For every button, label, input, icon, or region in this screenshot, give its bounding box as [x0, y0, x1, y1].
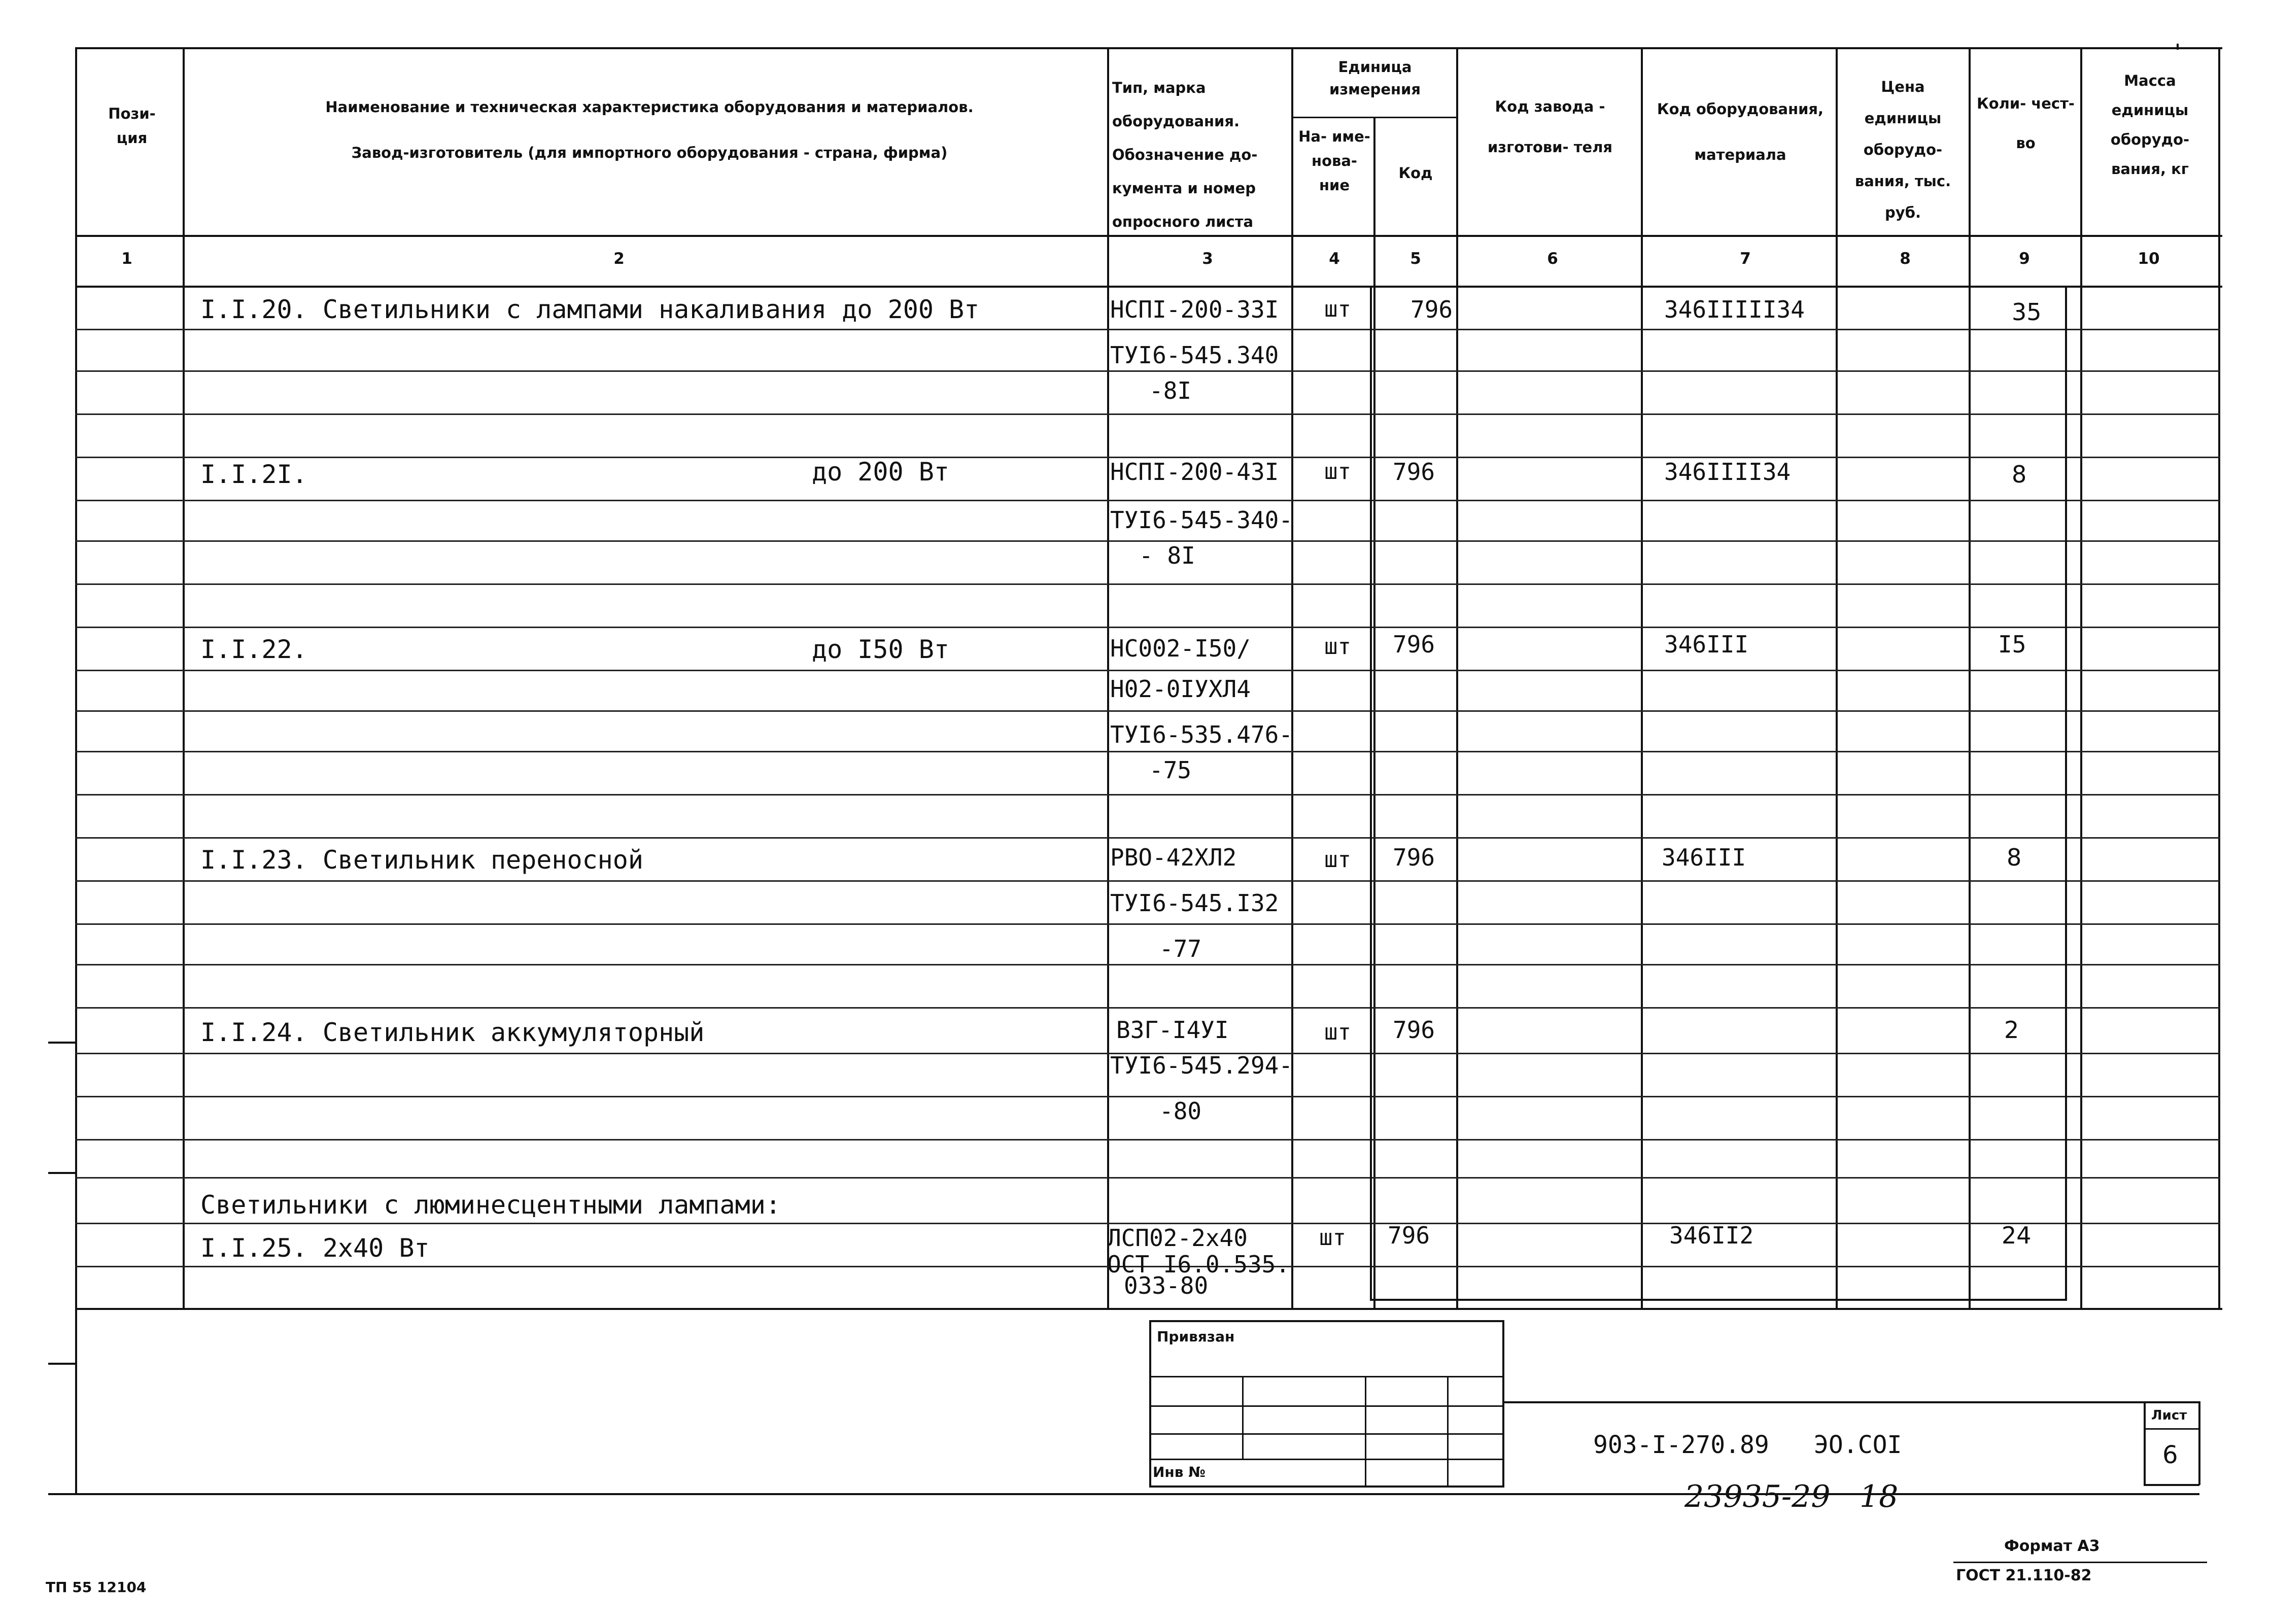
stamp-box [1149, 1320, 1504, 1488]
row-name: I.I.22. [200, 635, 307, 664]
row-type-line: -80 [1159, 1097, 1202, 1125]
row-unit-code: 796 [1393, 844, 1435, 871]
row-rule [75, 837, 2220, 839]
colnum-5: 5 [1410, 250, 1421, 268]
unit-group-line [1291, 117, 1458, 118]
row-rule [75, 1177, 2220, 1179]
stamp-line [1149, 1376, 1504, 1377]
row-qty: 35 [2012, 298, 2042, 326]
stamp-vline [1242, 1376, 1244, 1460]
side-mark [48, 1363, 76, 1365]
row-type-line: РВО-42ХЛ2 [1110, 844, 1237, 871]
row-qty: 2 [2004, 1016, 2019, 1044]
handwritten-number: 23935-29 [1684, 1479, 1831, 1514]
row-rule [75, 329, 2220, 330]
header-unit-group: Единица измерения [1329, 58, 1421, 98]
row-name: I.I.20. Светильники с лампами накаливания до 200 Вт [200, 295, 980, 324]
header-col10: Масса единицы оборудо- вания, кг [2110, 72, 2190, 178]
col-sep-2 [1107, 47, 1109, 1309]
row-code: 346II2 [1669, 1222, 1754, 1249]
row-code: 346III [1662, 844, 1746, 871]
stamp-line [1149, 1405, 1504, 1407]
frame-left [75, 47, 77, 1494]
row-rule [75, 500, 2220, 501]
row-qty: I5 [1998, 631, 2026, 658]
col-sep-9 [2080, 47, 2082, 1309]
row-type-line: - 8I [1139, 542, 1195, 569]
row-rule [75, 751, 2220, 752]
inner-border-bottom [1370, 1299, 2067, 1301]
col-sep-4 [1373, 117, 1375, 1309]
row-unit: шт [1324, 1019, 1351, 1045]
row-type-line: ТУI6-545.294- [1110, 1052, 1293, 1079]
gost-label: ГОСТ 21.110-82 [1956, 1567, 2092, 1584]
row-rule [75, 627, 2220, 628]
header-col8: Цена единицы оборудо- вания, тыс. руб. [1854, 78, 1951, 221]
row-type-line: ЛСП02-2х40 [1107, 1224, 1248, 1252]
list-box-line [2144, 1428, 2199, 1430]
table-bottom-line [75, 1308, 2222, 1310]
colnum-7: 7 [1740, 250, 1751, 268]
corner-mark [2177, 44, 2179, 50]
inner-border-left [1370, 287, 1372, 1300]
colnum-2: 2 [613, 250, 625, 268]
header-col6: Код завода - изготови- теля [1487, 98, 1613, 156]
row-name: I.I.25. 2х40 Вт [200, 1233, 430, 1263]
row-unit: шт [1324, 296, 1351, 322]
header-col3: Тип, марка оборудования. Обозначение до- кумента и номер опросного листа [1112, 79, 1258, 230]
header-col2-line2: Завод-изготовитель (для импортного оборудования - страна, фирма) [351, 144, 948, 161]
list-box-bottom [2144, 1484, 2199, 1486]
row-code: 346IIIII34 [1664, 296, 1805, 323]
row-name-right: до 200 Вт [812, 457, 949, 487]
colnum-8: 8 [1900, 250, 1911, 268]
row-type-line: Н02-0IУХЛ4 [1110, 675, 1251, 703]
header-col5: Код [1398, 164, 1433, 182]
colnum-9: 9 [2019, 250, 2030, 268]
row-rule [75, 794, 2220, 796]
frame-right [2218, 47, 2220, 1309]
col-sep-8 [1969, 47, 1971, 1309]
row-rule [75, 670, 2220, 671]
colnum-6: 6 [1547, 250, 1558, 268]
col-sep-3 [1291, 47, 1293, 1309]
row-rule [75, 413, 2220, 415]
list-label: Лист [2151, 1408, 2187, 1423]
handwritten-number-2: 18 [1860, 1479, 1899, 1514]
tp-label: ТП 55 12104 [46, 1579, 147, 1596]
row-type-line: ТУI6-545.I32 [1110, 889, 1279, 917]
row-type-line: -77 [1159, 935, 1202, 962]
row-type-line: -8I [1149, 377, 1192, 404]
row-rule [75, 1007, 2220, 1009]
header-col1: Пози- ция [108, 105, 156, 147]
row-unit: шт [1324, 847, 1351, 873]
list-box-left [2144, 1401, 2146, 1485]
row-name: I.I.23. Светильник переносной [200, 845, 643, 875]
colnum-1: 1 [121, 250, 132, 268]
format-label: Формат А3 [2004, 1537, 2100, 1555]
titleblock-top [1504, 1401, 2199, 1403]
row-rule [75, 923, 2220, 925]
side-mark [48, 1172, 76, 1174]
row-qty: 24 [2002, 1222, 2032, 1249]
row-type-line: НСПI-200-43I [1110, 458, 1279, 486]
row-rule [75, 880, 2220, 882]
row-unit-code: 796 [1393, 631, 1435, 658]
stamp-line [1149, 1459, 1504, 1460]
inner-border-right [2065, 287, 2067, 1300]
stamp-privyazan: Привязан [1157, 1328, 1235, 1345]
doc-code: 903-I-270.89 [1593, 1431, 1769, 1459]
colnum-10: 10 [2138, 250, 2160, 268]
row-name: I.I.24. Светильник аккумуляторный [200, 1018, 705, 1047]
row-unit-code: 796 [1388, 1222, 1430, 1249]
row-type-line: НСПI-200-33I [1110, 296, 1279, 323]
col-sep-1 [183, 47, 185, 1309]
row-unit: шт [1324, 459, 1351, 485]
colnum-3: 3 [1202, 250, 1213, 268]
row-type-line: ВЗГ-I4УI [1116, 1016, 1229, 1044]
footer-line [1953, 1562, 2207, 1563]
colnum-4: 4 [1329, 250, 1340, 268]
col-sep-6 [1641, 47, 1643, 1309]
row-unit: шт [1319, 1225, 1346, 1251]
row-unit-code: 796 [1393, 1016, 1435, 1044]
row-type-line: НС002-I50/ [1110, 635, 1251, 662]
col-sep-7 [1836, 47, 1838, 1309]
row-type-line: 033-80 [1124, 1272, 1209, 1299]
row-rule [75, 370, 2220, 372]
side-mark [48, 1042, 76, 1044]
row-unit-code: 796 [1410, 296, 1453, 323]
row-rule [75, 1096, 2220, 1097]
stamp-vline [1447, 1376, 1449, 1488]
col-sep-5 [1456, 47, 1458, 1309]
row-rule [75, 1139, 2220, 1141]
row-type-line: ТУI6-535.476- [1110, 721, 1293, 748]
row-unit: шт [1324, 634, 1351, 660]
row-name: I.I.2I. [200, 460, 307, 489]
row-type-line: ТУI6-545.340 [1110, 341, 1279, 369]
stamp-inv: Инв № [1153, 1464, 1206, 1480]
row-type-line: -75 [1149, 756, 1192, 784]
row-rule [75, 583, 2220, 585]
list-number: 6 [2162, 1441, 2178, 1469]
row-type-line: ОСТ I6.0.535. [1107, 1251, 1290, 1278]
row-rule [75, 964, 2220, 965]
stamp-vline [1365, 1376, 1366, 1488]
list-box-right [2198, 1401, 2200, 1485]
row-rule [75, 710, 2220, 712]
row-type-line: ТУI6-545-340- [1110, 506, 1293, 534]
header-col9: Коли- чест- во [1977, 95, 2075, 152]
row-name-right: до I50 Вт [812, 635, 949, 664]
frame-top [75, 47, 2222, 49]
header-col7: Код оборудования, материала [1657, 100, 1824, 163]
row-code: 346IIII34 [1664, 458, 1791, 486]
row-code: 346III [1664, 631, 1749, 658]
row-qty: 8 [2007, 844, 2022, 871]
row-unit-code: 796 [1393, 458, 1435, 486]
row-section-title: Светильники с люминесцентными лампами: [200, 1190, 781, 1220]
header-col2-line1: Наименование и техническая характеристика оборудования и материалов. [325, 98, 974, 116]
row-qty: 8 [2012, 461, 2027, 488]
doc-section: ЭО.СОI [1814, 1431, 1902, 1459]
stamp-line [1149, 1433, 1504, 1435]
colnum-bottom-line [75, 286, 2222, 288]
header-col4: На- име- нова- ние [1298, 128, 1370, 194]
